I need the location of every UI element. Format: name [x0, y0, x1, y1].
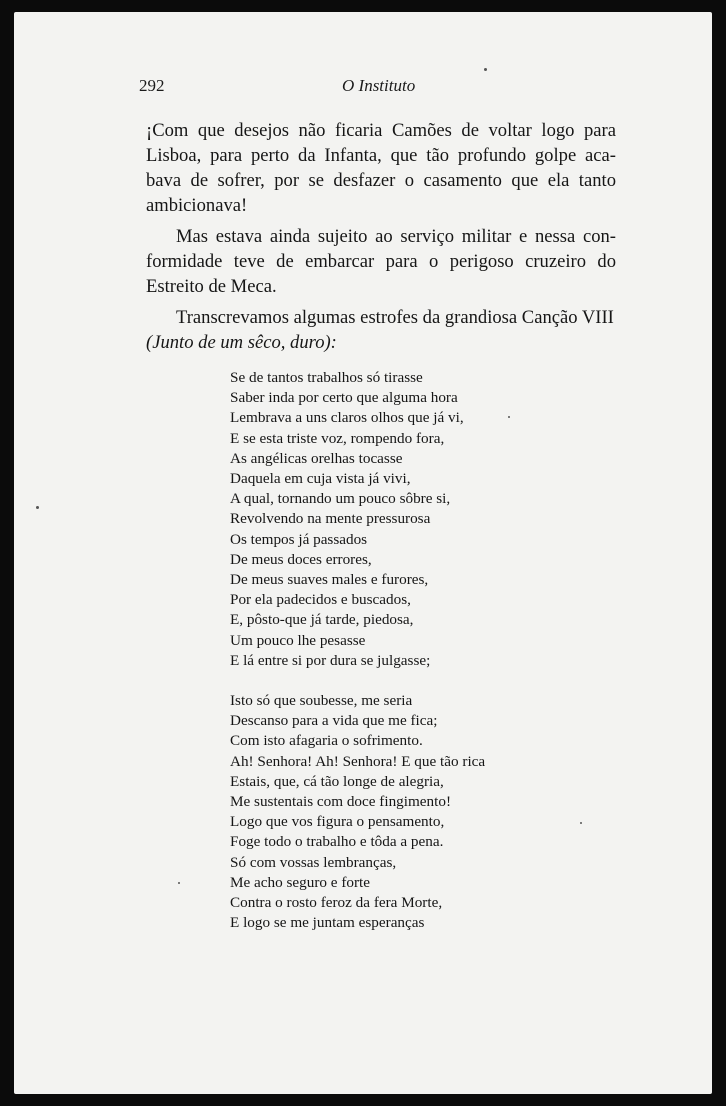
text-line: Lisboa, para perto da Infanta, que tão profundo golpe aca-	[146, 145, 616, 166]
verse-line: Foge todo o trabalho e tôda a pena.	[230, 833, 444, 851]
page-header	[14, 76, 712, 100]
verse-line: Logo que vos figura o pensamento,	[230, 813, 445, 831]
verse-line: Ah! Senhora! Ah! Senhora! E que tão rica	[230, 752, 486, 770]
verse-line: Estais, que, cá tão longe de alegria,	[230, 772, 444, 790]
paragraph	[146, 118, 616, 218]
text-line: ambicionava!	[146, 195, 248, 216]
verse-line: E, pôsto-que já tarde, piedosa,	[230, 611, 414, 629]
verse-line: E se esta triste voz, rompendo fora,	[230, 429, 445, 447]
verse-line: Daquela em cuja vista já vivi,	[230, 470, 411, 488]
verse-line: Só com vossas lembranças,	[230, 853, 397, 871]
verse-line: De meus doces errores,	[230, 550, 372, 568]
running-title: O Instituto	[342, 76, 416, 95]
print-speck	[178, 882, 180, 884]
verse-line: Por ela padecidos e buscados,	[230, 591, 411, 609]
verse-line: Revolvendo na mente pressurosa	[230, 510, 431, 528]
print-speck	[580, 822, 582, 824]
print-speck	[484, 68, 487, 71]
stanza	[230, 691, 485, 933]
print-speck	[508, 416, 510, 418]
text-line: Transcrevamos algumas estrofes da grandiosa Canção VIII	[176, 307, 614, 328]
text-line: (Junto de um sêco, duro):	[146, 332, 337, 353]
text-line: ¡Com que desejos não ficaria Camões de voltar logo para	[146, 120, 616, 141]
verse-line: Me acho seguro e forte	[230, 873, 371, 891]
verse-line: Se de tantos trabalhos só tirasse	[230, 369, 423, 386]
verse-line: De meus suaves males e furores,	[230, 571, 429, 589]
verse-line: Contra o rosto feroz da fera Morte,	[230, 894, 443, 912]
poem	[230, 368, 485, 953]
verse-line: Descanso para a vida que me fica;	[230, 712, 438, 730]
verse-line: Os tempos já passados	[230, 530, 368, 548]
verse-line: Me sustentais com doce fingimento!	[230, 793, 452, 811]
book-page	[14, 12, 712, 1094]
text-line: Estreito de Meca.	[146, 276, 277, 297]
verse-line: Com isto afagaria o sofrimento.	[230, 732, 423, 750]
text-line: bava de sofrer, por se desfazer o casamento que ela tanto	[146, 170, 616, 191]
text-line: formidade teve de embarcar para o perigoso cruzeiro do	[146, 251, 616, 272]
verse-line: A qual, tornando um pouco sôbre si,	[230, 490, 451, 508]
page-number: 292	[139, 76, 165, 95]
stanza	[230, 368, 485, 671]
verse-line: E logo se me juntam esperanças	[230, 914, 425, 932]
verse-line: Isto só que soubesse, me seria	[230, 692, 413, 710]
paragraph	[146, 224, 616, 299]
paragraph	[146, 305, 616, 355]
verse-line: Saber inda por certo que alguma hora	[230, 389, 458, 407]
verse-line: As angélicas orelhas tocasse	[230, 449, 403, 467]
verse-line: Lembrava a uns claros olhos que já vi,	[230, 409, 464, 427]
verse-line: E lá entre si por dura se julgasse;	[230, 651, 431, 669]
print-speck	[36, 506, 39, 509]
text-line: Mas estava ainda sujeito ao serviço militar e nessa con-	[176, 226, 616, 247]
verse-line: Um pouco lhe pesasse	[230, 631, 366, 649]
prose-body	[146, 118, 616, 361]
